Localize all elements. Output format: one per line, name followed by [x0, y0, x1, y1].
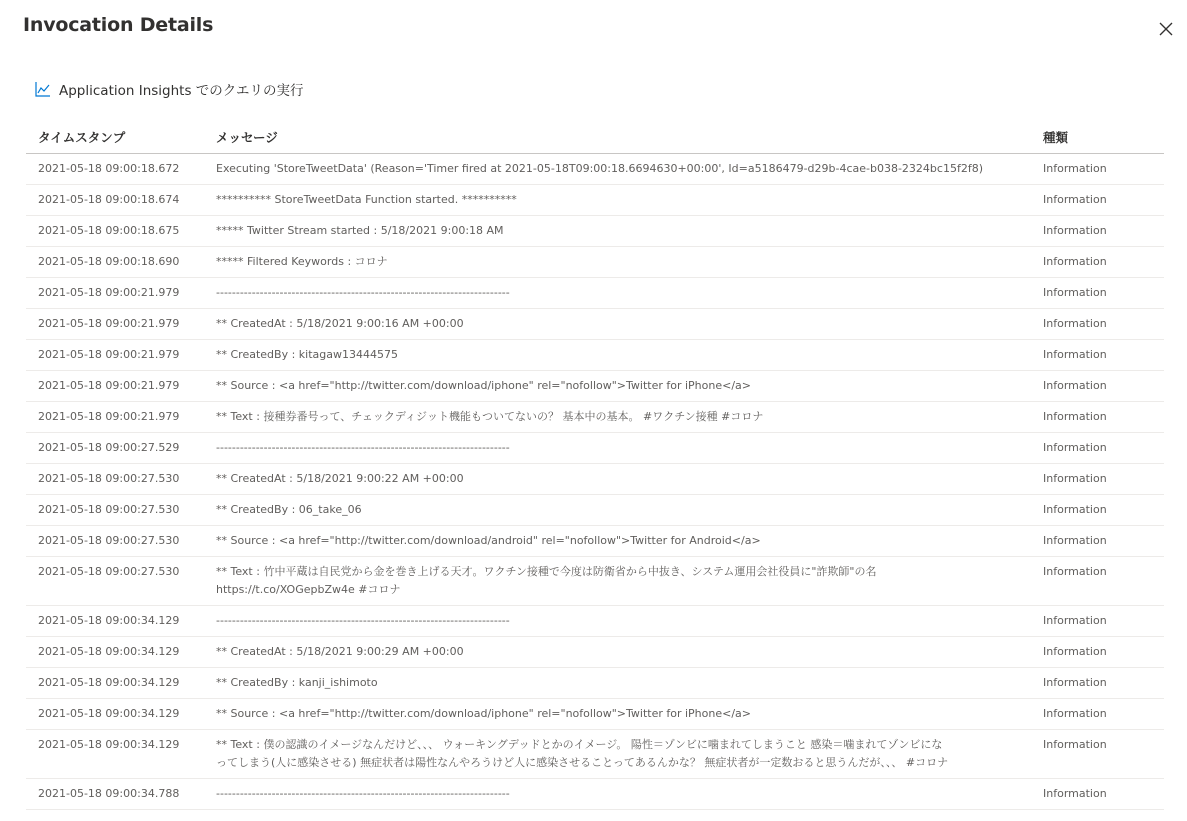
cell-type: Information	[1043, 286, 1107, 299]
cell-timestamp: 2021-05-18 09:00:18.675	[38, 224, 180, 237]
table-row[interactable]	[26, 464, 1164, 495]
cell-message: --------------------------------------------------------------------------	[216, 614, 510, 627]
cell-type: Information	[1043, 676, 1107, 689]
table-row[interactable]	[26, 495, 1164, 526]
cell-timestamp: 2021-05-18 09:00:18.674	[38, 193, 180, 206]
cell-timestamp: 2021-05-18 09:00:27.530	[38, 565, 180, 578]
cell-timestamp: 2021-05-18 09:00:27.529	[38, 441, 180, 454]
cell-timestamp: 2021-05-18 09:00:18.690	[38, 255, 180, 268]
cell-message: ** Text : 竹中平蔵は自民党から金を巻き上げる天才。ワクチン接種で今度は防衛省から中抜き、システム運用会社役員に"詐欺師"の名 https://t.co/XOGepbZw4e #コロナ	[216, 565, 877, 596]
cell-message: --------------------------------------------------------------------------	[216, 787, 510, 800]
cell-message: ********** StoreTweetData Function started. **********	[216, 193, 517, 206]
table-row[interactable]	[26, 699, 1164, 730]
header-type[interactable]: 種類	[1043, 129, 1069, 145]
cell-message: ** CreatedBy : kanji_ishimoto	[216, 676, 378, 689]
cell-message: ** CreatedBy : 06_take_06	[216, 503, 362, 516]
table-row[interactable]	[26, 668, 1164, 699]
table-row[interactable]	[26, 185, 1164, 216]
cell-timestamp: 2021-05-18 09:00:21.979	[38, 410, 180, 423]
cell-timestamp: 2021-05-18 09:00:34.129	[38, 614, 180, 627]
cell-type: Information	[1043, 255, 1107, 268]
header-timestamp[interactable]: タイムスタンプ	[38, 129, 126, 145]
dialog-title: Invocation Details	[23, 14, 214, 36]
cell-timestamp: 2021-05-18 09:00:21.979	[38, 379, 180, 392]
table-row[interactable]	[26, 779, 1164, 810]
cell-message: ** Source : <a href="http://twitter.com/download/iphone" rel="nofollow">Twitter for iPhone</a>	[216, 707, 751, 720]
cell-timestamp: 2021-05-18 09:00:34.129	[38, 676, 180, 689]
cell-message: --------------------------------------------------------------------------	[216, 286, 510, 299]
cell-type: Information	[1043, 441, 1107, 454]
table-header	[26, 120, 1164, 154]
cell-type: Information	[1043, 787, 1107, 800]
cell-type: Information	[1043, 707, 1107, 720]
cell-timestamp: 2021-05-18 09:00:21.979	[38, 317, 180, 330]
table-row[interactable]	[26, 371, 1164, 402]
cell-type: Information	[1043, 614, 1107, 627]
table-body	[26, 154, 1164, 810]
table-row[interactable]	[26, 526, 1164, 557]
cell-type: Information	[1043, 738, 1107, 751]
table-row[interactable]	[26, 216, 1164, 247]
cell-message: ** CreatedAt : 5/18/2021 9:00:29 AM +00:00	[216, 645, 464, 658]
cell-timestamp: 2021-05-18 09:00:21.979	[38, 286, 180, 299]
cell-message: ***** Filtered Keywords : コロナ	[216, 255, 388, 268]
cell-type: Information	[1043, 472, 1107, 485]
cell-timestamp: 2021-05-18 09:00:34.129	[38, 738, 180, 751]
close-button[interactable]	[1156, 19, 1176, 39]
cell-message: ** CreatedAt : 5/18/2021 9:00:16 AM +00:00	[216, 317, 464, 330]
table-row[interactable]	[26, 402, 1164, 433]
table-row[interactable]	[26, 557, 1164, 606]
cell-timestamp: 2021-05-18 09:00:34.788	[38, 787, 180, 800]
cell-type: Information	[1043, 410, 1107, 423]
cell-message: ***** Twitter Stream started : 5/18/2021 9:00:18 AM	[216, 224, 504, 237]
cell-message: ** Text : 僕の認識のイメージなんだけど、、、 ウォーキングデッドとかのイメージ。 陽性＝ゾンビに噛まれてしまうこと 感染＝噛まれてゾンビにな ってしまう(人に感染させる) 無症状者は陽性なんやろうけど人に感染させることってあるんかな？ 無症状者が一定数おると思うんだが、、、 #コロナ	[216, 738, 949, 769]
run-query-label: Application Insights でのクエリの実行	[59, 83, 304, 99]
close-icon[interactable]	[1156, 19, 1176, 39]
cell-timestamp: 2021-05-18 09:00:34.129	[38, 707, 180, 720]
cell-type: Information	[1043, 162, 1107, 175]
cell-type: Information	[1043, 193, 1107, 206]
table-row[interactable]	[26, 278, 1164, 309]
cell-type: Information	[1043, 565, 1107, 578]
invocation-log-table	[26, 120, 1164, 810]
table-row[interactable]	[26, 340, 1164, 371]
cell-timestamp: 2021-05-18 09:00:34.129	[38, 645, 180, 658]
cell-type: Information	[1043, 379, 1107, 392]
cell-type: Information	[1043, 224, 1107, 237]
cell-type: Information	[1043, 645, 1107, 658]
cell-message: --------------------------------------------------------------------------	[216, 441, 510, 454]
cell-message: ** Source : <a href="http://twitter.com/download/iphone" rel="nofollow">Twitter for iPhone</a>	[216, 379, 751, 392]
cell-message: ** Text : 接種券番号って、チェックディジット機能もついてないの？ 基本中の基本。 #ワクチン接種 #コロナ	[216, 410, 764, 423]
header-message[interactable]: メッセージ	[216, 129, 278, 145]
line-chart-icon	[35, 81, 51, 97]
cell-message: ** Source : <a href="http://twitter.com/download/android" rel="nofollow">Twitter for Android</a>	[216, 534, 761, 547]
table-row[interactable]	[26, 730, 1164, 779]
cell-timestamp: 2021-05-18 09:00:21.979	[38, 348, 180, 361]
cell-type: Information	[1043, 317, 1107, 330]
cell-type: Information	[1043, 348, 1107, 361]
cell-timestamp: 2021-05-18 09:00:18.672	[38, 162, 180, 175]
table-row[interactable]	[26, 154, 1164, 185]
cell-timestamp: 2021-05-18 09:00:27.530	[38, 534, 180, 547]
table-row[interactable]	[26, 606, 1164, 637]
table-row[interactable]	[26, 247, 1164, 278]
table-row[interactable]	[26, 433, 1164, 464]
cell-type: Information	[1043, 534, 1107, 547]
table-row[interactable]	[26, 309, 1164, 340]
cell-message: ** CreatedAt : 5/18/2021 9:00:22 AM +00:00	[216, 472, 464, 485]
cell-timestamp: 2021-05-18 09:00:27.530	[38, 472, 180, 485]
cell-timestamp: 2021-05-18 09:00:27.530	[38, 503, 180, 516]
cell-message: ** CreatedBy : kitagaw13444575	[216, 348, 398, 361]
run-query-in-app-insights-link[interactable]	[35, 79, 304, 99]
cell-message: Executing 'StoreTweetData' (Reason='Timer fired at 2021-05-18T09:00:18.6694630+00:00', Id=a5186479-d29b-4cae-b038-2324bc15f2f8)	[216, 162, 983, 175]
cell-type: Information	[1043, 503, 1107, 516]
table-row[interactable]	[26, 637, 1164, 668]
